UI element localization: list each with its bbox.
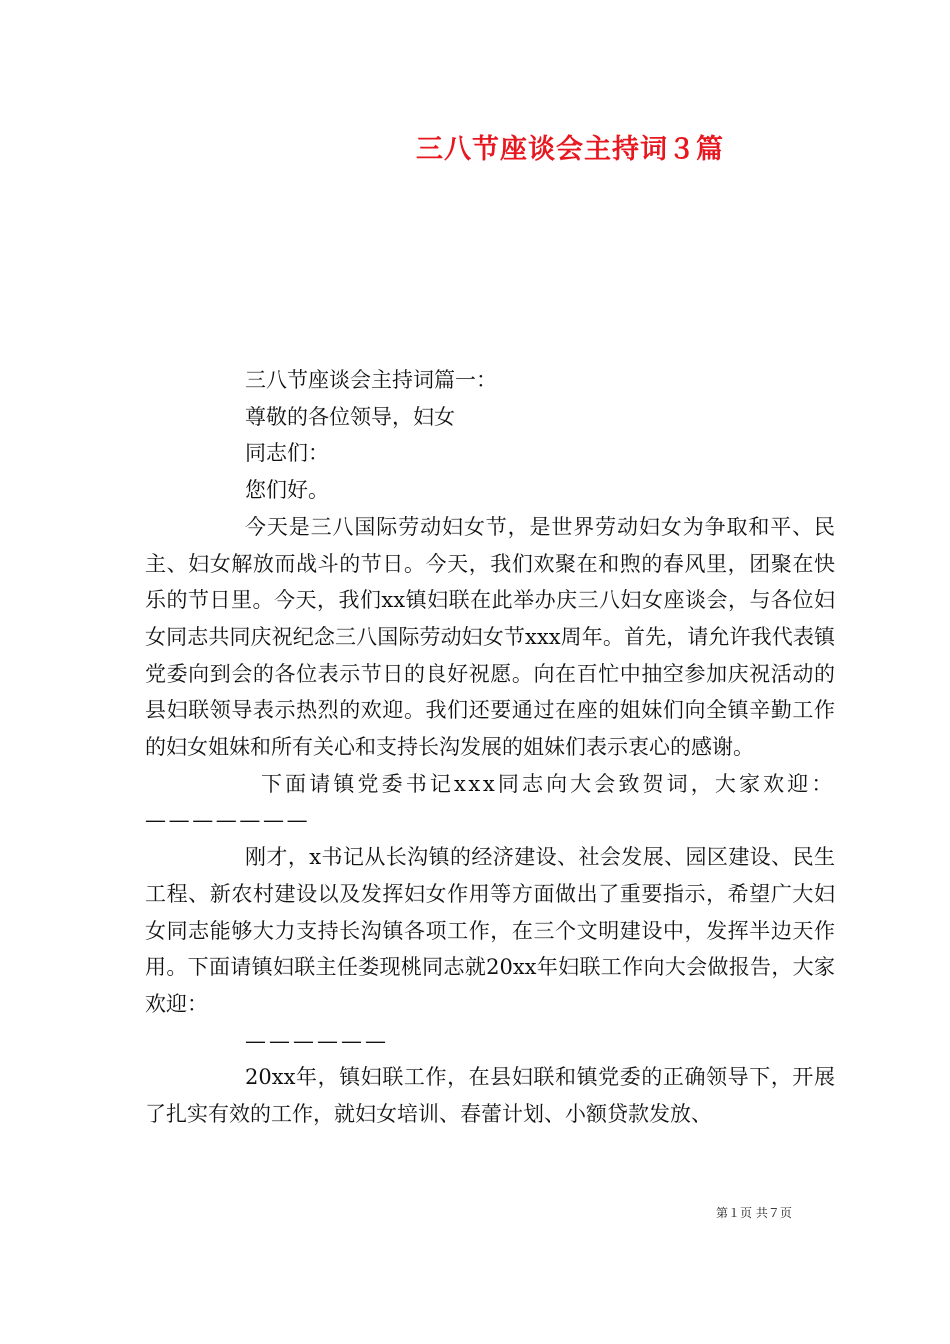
page-number-footer: 第１页 共７页 <box>716 1206 792 1220</box>
document-body <box>145 362 835 1133</box>
paragraph-invite-secretary: 下面请镇党委书记xxx同志向大会致贺词，大家欢迎：——————— <box>145 771 835 833</box>
greeting-line-3: 您们好。 <box>245 478 329 503</box>
greeting-line-1: 尊敬的各位领导，妇女 <box>245 404 455 429</box>
document-title: 三八节座谈会主持词３篇 <box>416 134 724 165</box>
paragraph-opening: 今天是三八国际劳动妇女节，是世界劳动妇女为争取和平、民主、妇女解放而战斗的节日。今天，我们欢聚在和煦的春风里，团聚在快乐的节日里。今天，我们xx镇妇联在此举办庆三八妇女座谈会，与各位妇女同志共同庆祝纪念三八国际劳动妇女节xxx周年。首先，请允许我代表镇党委向到会的各位表示节日的良好祝愿。向在百忙中抽空参加庆祝活动的县妇联领导表示热烈的欢迎。我们还要通过在座的姐妹们向全镇辛勤工作的妇女姐妹和所有关心和支持长沟发展的姐妹们表示衷心的感谢。 <box>145 514 835 760</box>
dash-line: —————— <box>245 1028 389 1053</box>
section-heading: 三八节座谈会主持词篇一： <box>245 368 497 392</box>
paragraph-remarks: 刚才，x书记从长沟镇的经济建设、社会发展、园区建设、民生工程、新农村建设以及发挥妇女作用等方面做出了重要指示，希望广大妇女同志能够大力支持长沟镇各项工作，在三个文明建设中，发挥半边天作用。下面请镇妇联主任娄现桃同志就20xx年妇联工作向大会做报告，大家欢迎： <box>145 845 835 1016</box>
paragraph-report: 20xx年，镇妇联工作，在县妇联和镇党委的正确领导下，开展了扎实有效的工作，就妇女培训、春蕾计划、小额贷款发放、 <box>145 1065 835 1127</box>
greeting-line-2: 同志们： <box>245 441 329 466</box>
